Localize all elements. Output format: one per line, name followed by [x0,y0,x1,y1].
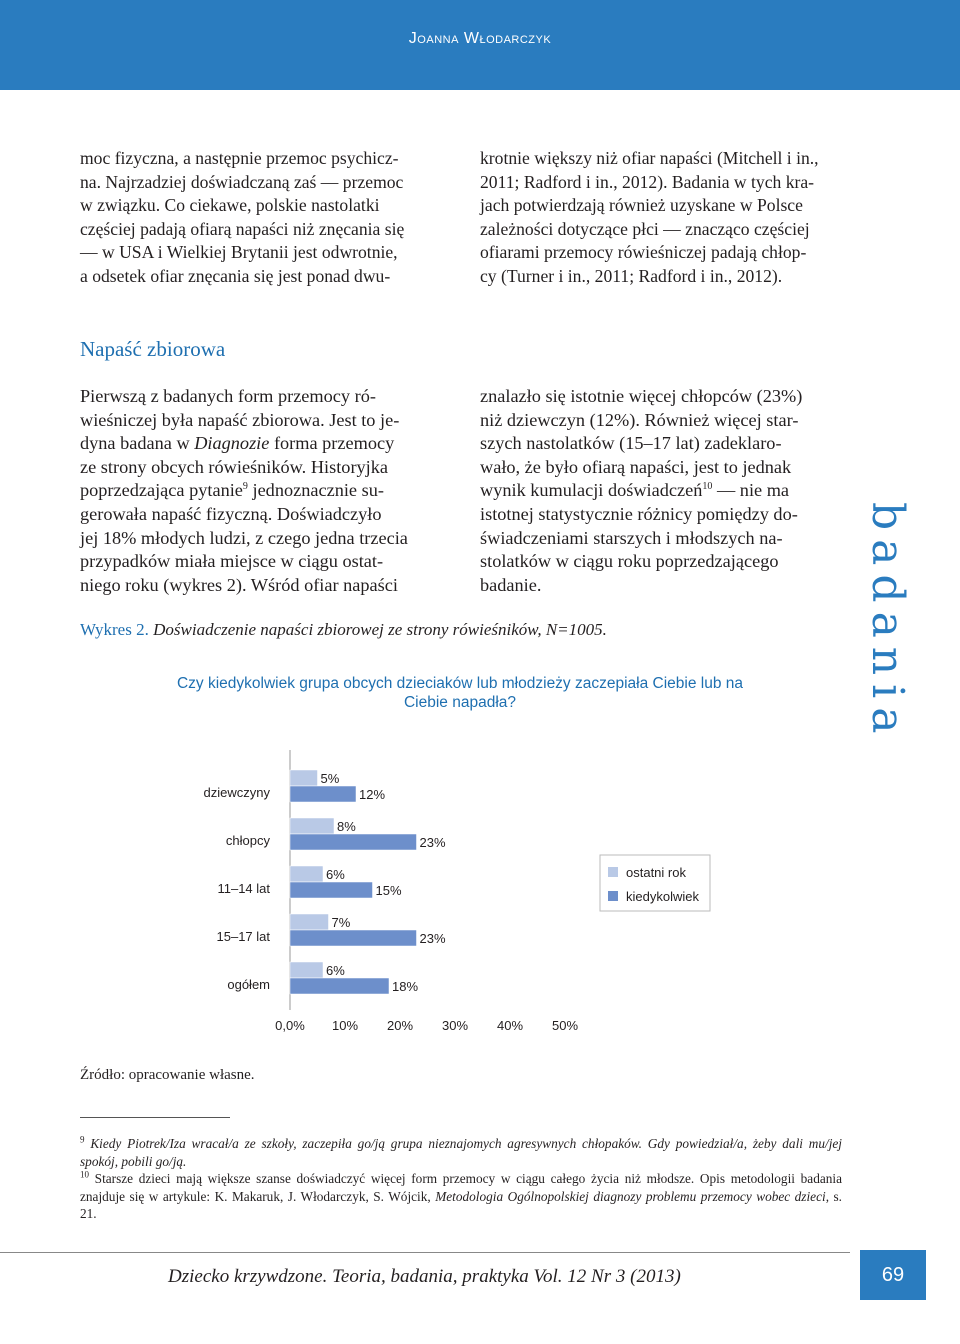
text-line: na. Najrzadziej doświadczaną zaś — przemoc [80,171,404,192]
journal-name: Dziecko krzywdzone. Teoria, badania, praktyka Vol. 12 Nr 3 (2013) [168,1266,681,1287]
source-note: Źródło: opracowanie własne. [80,1067,255,1083]
text-line: wieśniczej była napaść zbiorowa. Jest to je- [80,409,400,430]
category-label: dziewczyny [203,785,270,800]
footnote-text: , s. 21. [80,1188,842,1222]
data-label: 12% [359,787,386,802]
text-line: świadczeniami starszych i młodszych na- [480,527,783,548]
text-line: jej 18% młodych ludzi, z czego jedna trzecia [80,527,408,548]
data-label: 7% [331,915,351,930]
footnote-ref: 10 [702,481,713,493]
text-line: cy (Turner i in., 2011; Radford i in., 2012). [480,265,783,286]
text-line: niego roku (wykres 2). Wśród ofiar napaści [80,574,398,595]
data-label: 23% [419,931,446,946]
text-span: poprzedzająca pytanie [80,480,243,501]
text-line: moc fizyczna, a następnie przemoc psychicz- [80,148,399,168]
footnote-number: 9 [80,1134,85,1145]
bar-chart [200,750,720,1040]
author-name: Joanna Włodarczyk [408,30,552,47]
legend-label: ostatni rok [626,865,686,880]
footnote-10 [80,1170,842,1223]
text-span: wynik kumulacji doświadczeń [480,480,703,501]
text-line: przypadków miała miejsce w ciągu ostat- [80,551,384,572]
data-label: 15% [375,883,402,898]
text-line: Pierwszą z badanych form przemocy ró- [80,386,376,406]
bar-ever [290,834,417,850]
bar-ever [290,882,373,898]
text-line: częściej padają ofiarą napaści niż znęcania się [80,218,405,239]
text-line: wało, że było ofiarą napaści, jest to jednak [480,456,792,477]
text-span: — nie ma [712,480,790,501]
text-span: dyna badana w [80,433,195,454]
text-line [80,432,447,456]
category-label: ogółem [227,977,270,992]
bar-last-year [290,914,329,930]
category-label: 11–14 lat [217,881,270,896]
section-right-column [480,385,844,597]
section-heading: Napaść zbiorowa [80,337,226,361]
text-line: jach potwierdzają również uzyskane w Polsce [480,195,803,215]
chart-title: Czy kiedykolwiek grupa obcych dzieciaków lub młodzieży zaczepiała Ciebie lub na Ciebie napadła? [176,675,744,711]
bar-last-year [290,770,318,786]
footnotes [80,1135,842,1223]
top-left-column [80,147,447,288]
text-line [480,479,844,503]
data-label: 23% [419,835,446,850]
text-line: w związku. Co ciekawe, polskie nastolatki [80,195,380,215]
bar-last-year [290,818,334,834]
bar-last-year [290,866,323,882]
top-right-column [480,147,842,288]
text-line [80,479,447,503]
category-label: chłopcy [225,833,270,848]
section-left-column [80,385,447,597]
x-tick-label: 30% [441,1018,469,1033]
text-line: stolatków w ciągu roku poprzedzającego [480,551,779,572]
legend-label: kiedykolwiek [626,889,699,904]
side-word-text: badania [862,502,913,743]
text-span: forma przemocy [269,433,395,454]
text-line: szych nastolatków (15–17 lat) zadeklaro- [480,433,782,454]
page-number: 69 [860,1250,926,1300]
text-span: jednoznacznie su- [247,480,384,501]
legend-swatch [608,867,618,877]
text-line: niż dziewczyn (12%). Również więcej star- [480,409,799,430]
legend-swatch [608,891,618,901]
x-tick-label: 20% [386,1018,414,1033]
chart-caption [80,620,607,640]
x-tick-label: 50% [551,1018,579,1033]
x-tick-label: 10% [331,1018,359,1033]
footnote-number: 10 [80,1169,89,1180]
data-label: 18% [392,979,419,994]
italic-term: Diagnozie [194,433,270,454]
data-label: 5% [320,771,340,786]
text-line: zależności dotyczące płci — znacząco częściej [480,218,810,239]
footnote-ref: 9 [242,481,248,493]
footer-rule [0,1252,850,1253]
page-header [0,0,960,90]
caption-number: Wykres 2. [80,620,149,639]
x-tick-label: 40% [496,1018,524,1033]
footnote-9 [80,1135,842,1170]
text-line: ofiarami przemocy rówieśniczej padają chłop- [480,242,807,262]
footnote-text: Kiedy Piotrek/Iza wracał/a ze szkoły, zaczepiła go/ją grupa nieznajomych agresywnych chłopaków. Gdy powiedział/a, żeby dali mu/jej spokój, pobili go/ją. [80,1136,842,1169]
footnote-text: Starsze dzieci mają większe szanse doświadczyć więcej form przemocy w ciągu całego życia niż młodsze. Opis metodologii badania znajduje się w artykule: K. Makaruk, J. Włodarczyk, S. Wójcik, [80,1171,842,1204]
text-line: gerowała napaść fizyczną. Doświadczyło [80,503,382,524]
caption-text: Doświadczenie napaści zbiorowej ze strony rówieśników, N=1005. [153,620,607,639]
text-line: 2011; Radford i in., 2012). Badania w tych kra- [480,171,815,192]
bar-last-year [290,962,323,978]
text-line: — w USA i Wielkiej Brytanii jest odwrotnie, [80,242,398,262]
category-label: 15–17 lat [216,929,270,944]
text-line: krotnie większy niż ofiar napaści (Mitchell i in., [480,148,819,168]
footnote-italic: Metodologia Ogólnopolskiej diagnozy problemu przemocy wobec dzieci [435,1188,826,1204]
footnote-rule [80,1117,230,1118]
text-line: istotnej statystycznie różnicy pomiędzy do- [480,503,798,524]
bar-ever [290,786,356,802]
data-label: 8% [337,819,356,834]
side-section-label [855,500,915,860]
text-line: badanie. [480,574,542,595]
text-line: ze strony obcych rówieśników. Historyjka [80,456,389,477]
bar-ever [290,978,389,994]
text-line: a odsetek ofiar znęcania się jest ponad dwu- [80,265,391,286]
x-tick-label: 0,0% [275,1018,305,1033]
data-label: 6% [326,963,345,978]
bar-ever [290,930,417,946]
text-line: znalazło się istotnie więcej chłopców (23%) [480,386,803,406]
data-label: 6% [326,867,345,882]
